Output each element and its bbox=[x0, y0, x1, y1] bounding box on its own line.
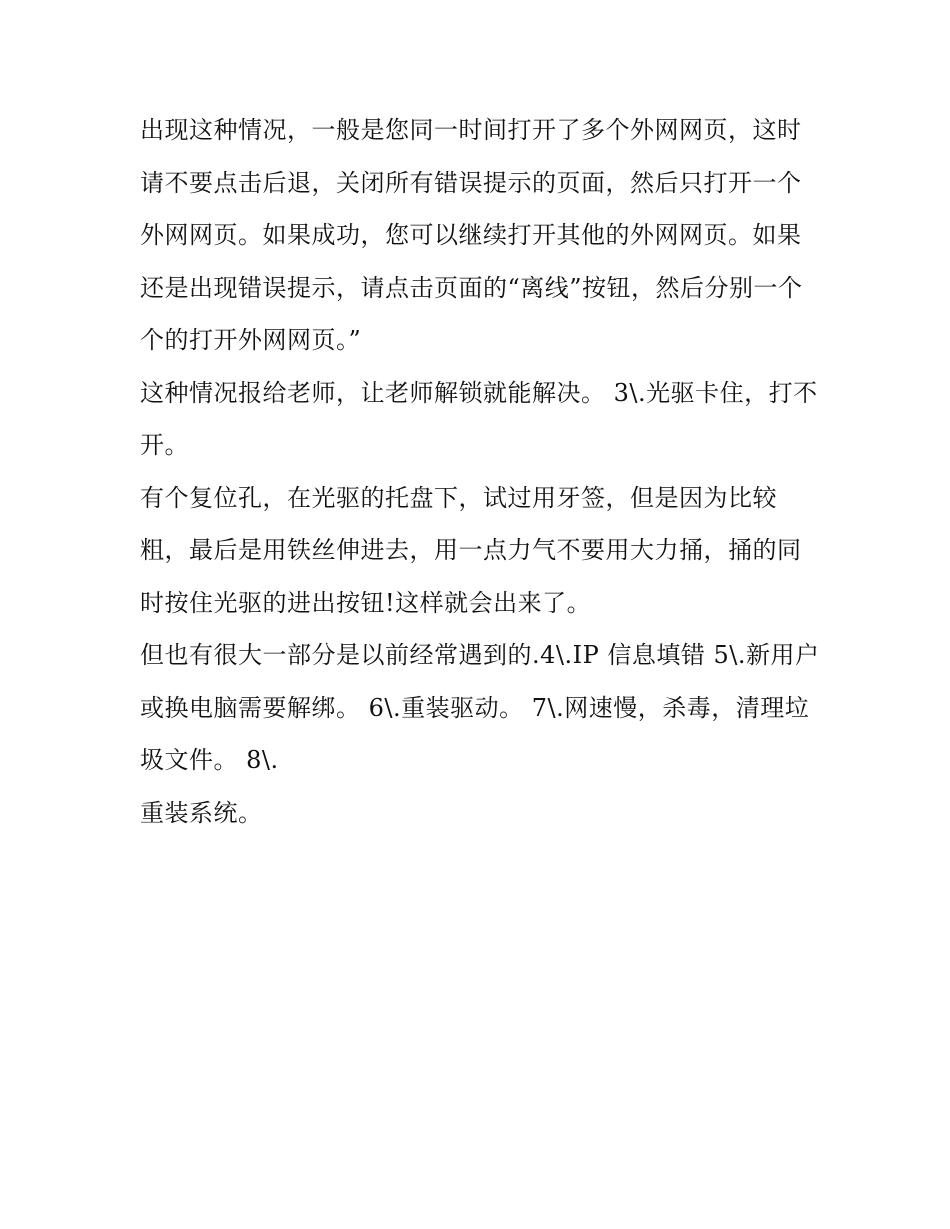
paragraph-5: 重装系统。 bbox=[140, 798, 263, 827]
paragraph-4: 但也有很大一部分是以前经常遇到的.4\.IP 信息填错 5\.新用户或换电脑需要解绑。 6\.重装驱动。 7\.网速慢，杀毒，清理垃圾文件。 8\. bbox=[140, 641, 820, 774]
paragraph-3: 有个复位孔，在光驱的托盘下，试过用牙签，但是因为比较粗，最后是用铁丝伸进去，用一点力气不要用大力捅，捅的同时按住光驱的进出按钮!这样就会出来了。 bbox=[140, 483, 802, 617]
document-body bbox=[140, 104, 820, 839]
paragraph-1: 出现这种情况，一般是您同一时间打开了多个外网网页，这时请不要点击后退，关闭所有错误提示的页面，然后只打开一个外网网页。如果成功，您可以继续打开其他的外网网页。如果还是出现错误提示，请点击页面的“离线”按钮，然后分别一个个的打开外网网页。” bbox=[140, 116, 803, 354]
paragraph-2: 这种情况报给老师，让老师解锁就能解决。 3\.光驱卡住，打不开。 bbox=[140, 378, 818, 459]
